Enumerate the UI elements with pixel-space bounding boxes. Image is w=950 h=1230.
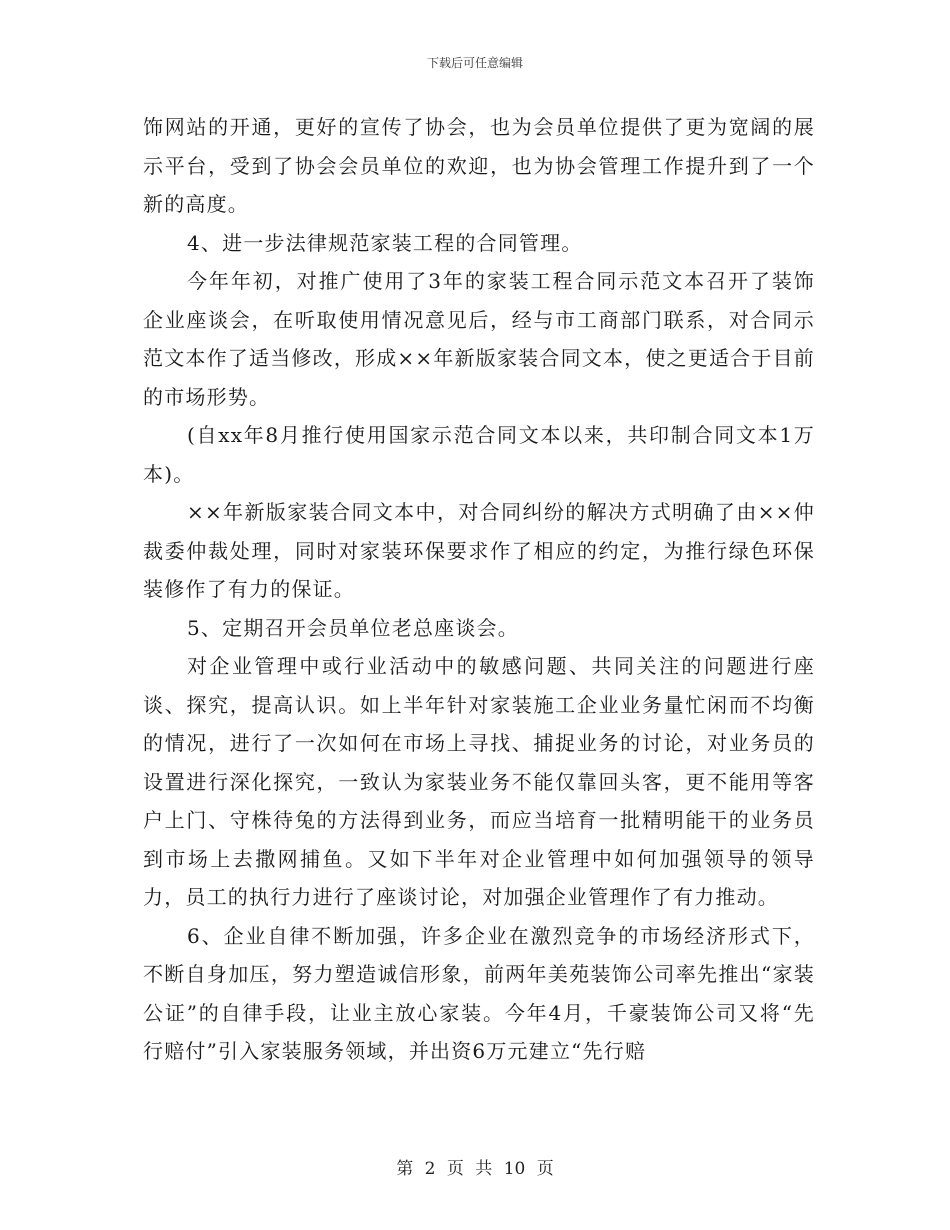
paragraph-7: 对企业管理中或行业活动中的敏感问题、共同关注的问题进行座谈、探究，提高认识。如上半年针对家装施工企业业务量忙闲而不均衡的情况，进行了一次如何在市场上寻找、捕捉业务的讨论，对业务员的设置进行深化探究，一致认为家装业务不能仅靠回头客，更不能用等客户上门、守株待兔的方法得到业务，而应当培育一批精明能干的业务员到市场上去撒网捕鱼。又如下半年对企业管理中如何加强领导的领导力，员工的执行力进行了座谈讨论，对加强企业管理作了有力推动。	[143, 654, 815, 909]
document-body	[143, 108, 815, 1071]
paragraph-3: 今年年初，对推广使用了3年的家装工程合同示范文本召开了装饰企业座谈会，在听取使用情况意见后，经与市工商部门联系，对合同示范文本作了适当修改，形成××年新版家装合同文本，使之更适合于目前的市场形势。	[143, 269, 815, 409]
page-footer: 第 2 页 共 10 页	[396, 1159, 554, 1179]
paragraph-6-heading: 5、定期召开会员单位老总座谈会。	[187, 615, 519, 640]
page-header: 下载后可任意编辑	[426, 56, 523, 70]
paragraph-2-heading: 4、进一步法律规范家装工程的合同管理。	[187, 230, 583, 255]
paragraph-8: 6、企业自律不断加强，许多企业在激烈竞争的市场经济形式下，不断自身加压，努力塑造诚信形象，前两年美苑装饰公司率先推出“家装公证”的自律手段，让业主放心家装。今年4月，千豪装饰公司又将“先行赔付”引入家装服务领域，并出资6万元建立“先行赔	[143, 923, 815, 1063]
paragraph-4: (自xx年8月推行使用国家示范合同文本以来，共印制合同文本1万本)。	[143, 423, 815, 486]
paragraph-1: 饰网站的开通，更好的宣传了协会，也为会员单位提供了更为宽阔的展示平台，受到了协会会员单位的欢迎，也为协会管理工作提升到了一个新的高度。	[143, 115, 815, 216]
paragraph-5: ××年新版家装合同文本中，对合同纠纷的解决方式明确了由××仲裁委仲裁处理，同时对家装环保要求作了相应的约定，为推行绿色环保装修作了有力的保证。	[143, 500, 815, 601]
